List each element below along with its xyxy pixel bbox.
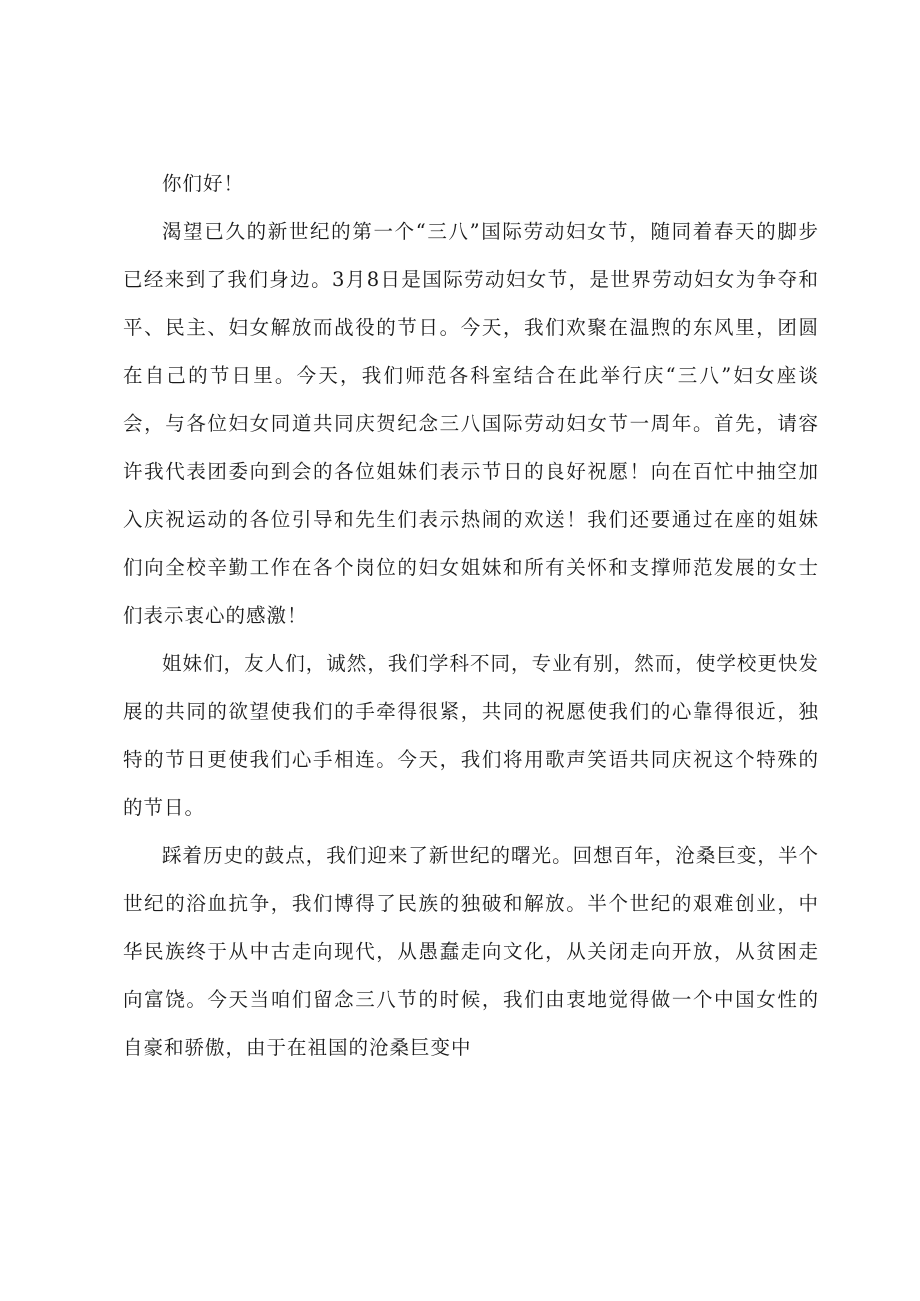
paragraph-sisters: 姐妹们，友人们，诚然，我们学科不同，专业有别，然而，使学校更快发展的共同的欲望使我们的手牵得很紧，共同的祝愿使我们的心靠得很近，独特的节日更使我们心手相连。今天，我们将用歌声笑语共同庆祝这个特殊的的节日。 <box>123 652 819 819</box>
document-body <box>123 160 819 1072</box>
paragraph-intro: 渴望已久的新世纪的第一个“三八”国际劳动妇女节，随同着春天的脚步已经来到了我们身边。3月8日是国际劳动妇女节，是世界劳动妇女为争夺和平、民主、妇女解放而战役的节日。今天，我们欢聚在温煦的东风里，团圆在自己的节日里。今天，我们师范各科室结合在此举行庆“三八”妇女座谈会，与各位妇女同道共同庆贺纪念三八国际劳动妇女节一周年。首先，请容许我代表团委向到会的各位姐妹们表示节日的良好祝愿！向在百忙中抽空加入庆祝运动的各位引导和先生们表示热闹的欢送！我们还要通过在座的姐妹们向全校辛勤工作在各个岗位的妇女姐妹和所有关怀和支撑师范发展的女士们表示衷心的感激！ <box>123 220 819 627</box>
paragraph-history: 踩着历史的鼓点，我们迎来了新世纪的曙光。回想百年，沧桑巨变，半个世纪的浴血抗争，我们博得了民族的独破和解放。半个世纪的艰难创业，中华民族终于从中古走向现代，从愚蠢走向文化，从关闭走向开放，从贫困走向富饶。今天当咱们留念三八节的时候，我们由衷地觉得做一个中国女性的自豪和骄傲，由于在祖国的沧桑巨变中 <box>123 844 819 1059</box>
greeting: 你们好！ <box>162 172 245 195</box>
